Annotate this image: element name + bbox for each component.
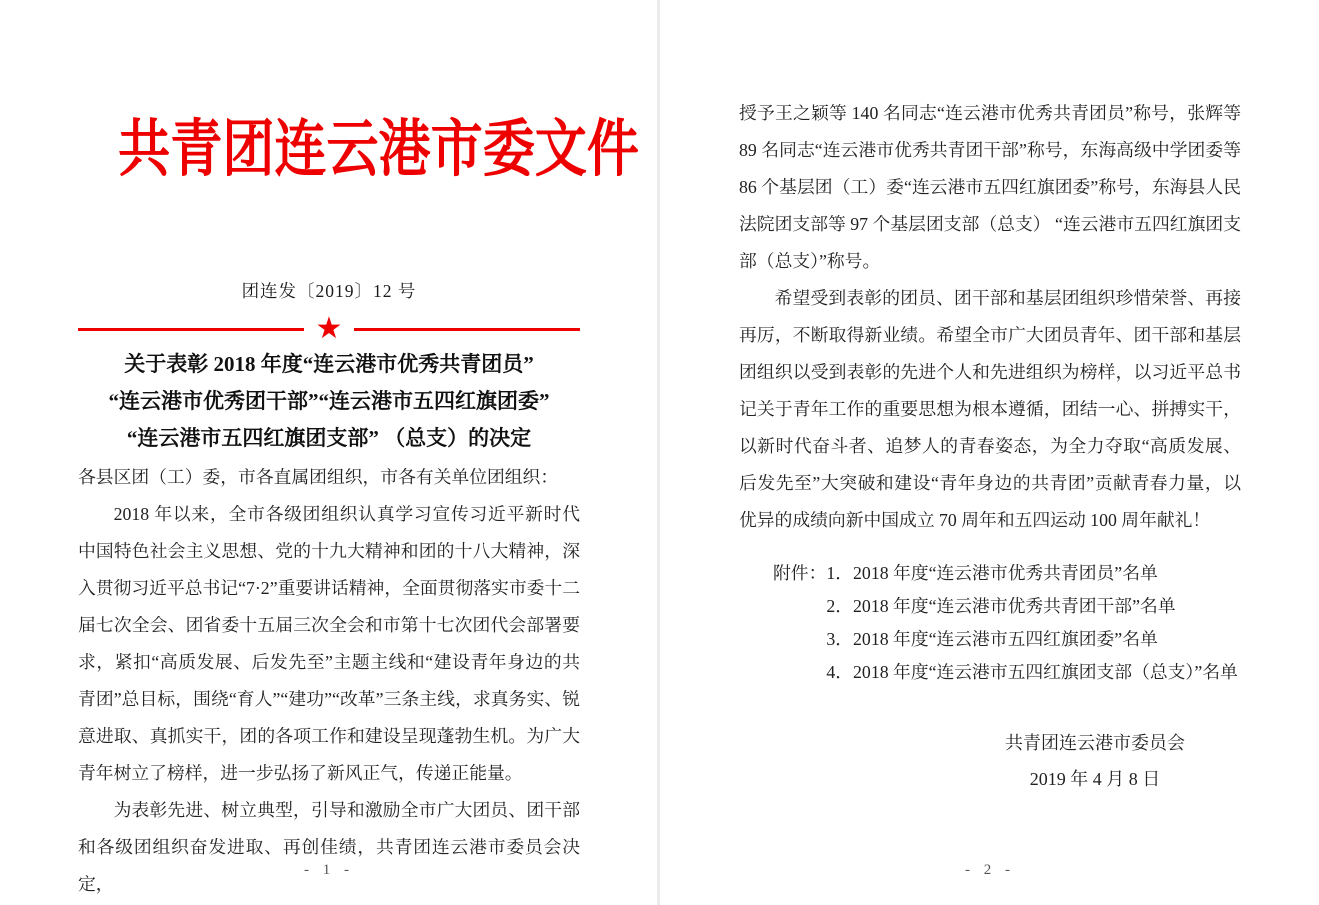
document-title [78,346,580,457]
signature-block [1005,725,1185,797]
red-rule-left-segment [78,328,304,331]
attachment-item: 4．2018 年度“连云港市五四红旗团支部（总支）”名单 [826,662,1238,682]
signature-organization: 共青团连云港市委员会 [1005,733,1185,753]
document-title-line: “连云港市五四红旗团支部” （总支）的决定 [126,426,532,450]
signature-date: 2019 年 4 月 8 日 [1029,769,1161,789]
red-rule-right-segment [354,328,580,331]
attachments-block [773,557,1241,689]
document-title-line: 关于表彰 2018 年度“连云港市优秀共青团员” [124,352,534,376]
document-page-1 [0,0,658,905]
salutation-line: 各县区团（工）委，市各直属团组织，市各有关单位团组织： [78,467,559,487]
page-number: - 1 - [304,862,354,878]
red-divider-rule [78,314,580,344]
page-2-content [661,0,1319,797]
body-paragraph: 2018 年以来，全市各级团组织认真学习宣传习近平新时代中国特色社会主义思想、党的十九大精神和团的十八大精神，深入贯彻习近平总书记“7·2”重要讲话精神，全面贯彻落实市委十二届七次全会、团省委十五届三次全会和市第十七次团代会部署要求，紧扣“高质发展、后发先至”主题主线和“建设青年身边的共青团”总目标，围绕“育人”“建功”“改革”三条主线，求真务实、锐意进取、真抓实干，团的各项工作和建设呈现蓬勃生机。为广大青年树立了榜样，进一步弘扬了新风正气，传递正能量。 [78,504,580,783]
document-number: 团连发〔2019〕12 号 [241,281,417,301]
body-paragraph: 为表彰先进、树立典型，引导和激励全市广大团员、团干部和各级团组织奋发进取、再创佳绩，共青团连云港市委员会决定， [78,800,580,894]
body-paragraph: 希望受到表彰的团员、团干部和基层团组织珍惜荣誉、再接再厉，不断取得新业绩。希望全市广大团员青年、团干部和基层团组织以受到表彰的先进个人和先进组织为榜样，以习近平总书记关于青年工作的重要思想为根本遵循，团结一心、拼搏实干，以新时代奋斗者、追梦人的青春姿态，为全力夺取“高质发展、后发先至”大突破和建设“青年身边的共青团”贡献青春力量，以优异的成绩向新中国成立 70 周年和五四运动 100 周年献礼！ [739,288,1241,530]
attachment-item: 2．2018 年度“连云港市优秀共青团干部”名单 [826,596,1176,616]
document-title-line: “连云港市优秀团干部”“连云港市五四红旗团委” [108,389,550,413]
attachment-item: 1．2018 年度“连云港市优秀共青团员”名单 [826,563,1158,583]
attachments-list [826,557,1241,689]
document-banner: 共青团连云港市委文件 [118,116,639,184]
attachment-item: 3．2018 年度“连云港市五四红旗团委”名单 [826,629,1158,649]
red-star-icon: ★ [315,312,343,345]
attachments-label: 附件： [773,563,827,583]
page-1-content [0,108,658,903]
page-gap-divider [657,0,660,905]
page-number: - 2 - [965,862,1015,878]
body-paragraph: 授予王之颖等 140 名同志“连云港市优秀共青团员”称号，张辉等 89 名同志“连云港市优秀共青团干部”称号，东海高级中学团委等 86 个基层团（工）委“连云港市五四红旗团委”称号，东海县人民法院团支部等 97 个基层团支部（总支） “连云港市五四红旗团支部（总支）”称号。 [739,103,1241,271]
document-page-2 [661,0,1319,905]
